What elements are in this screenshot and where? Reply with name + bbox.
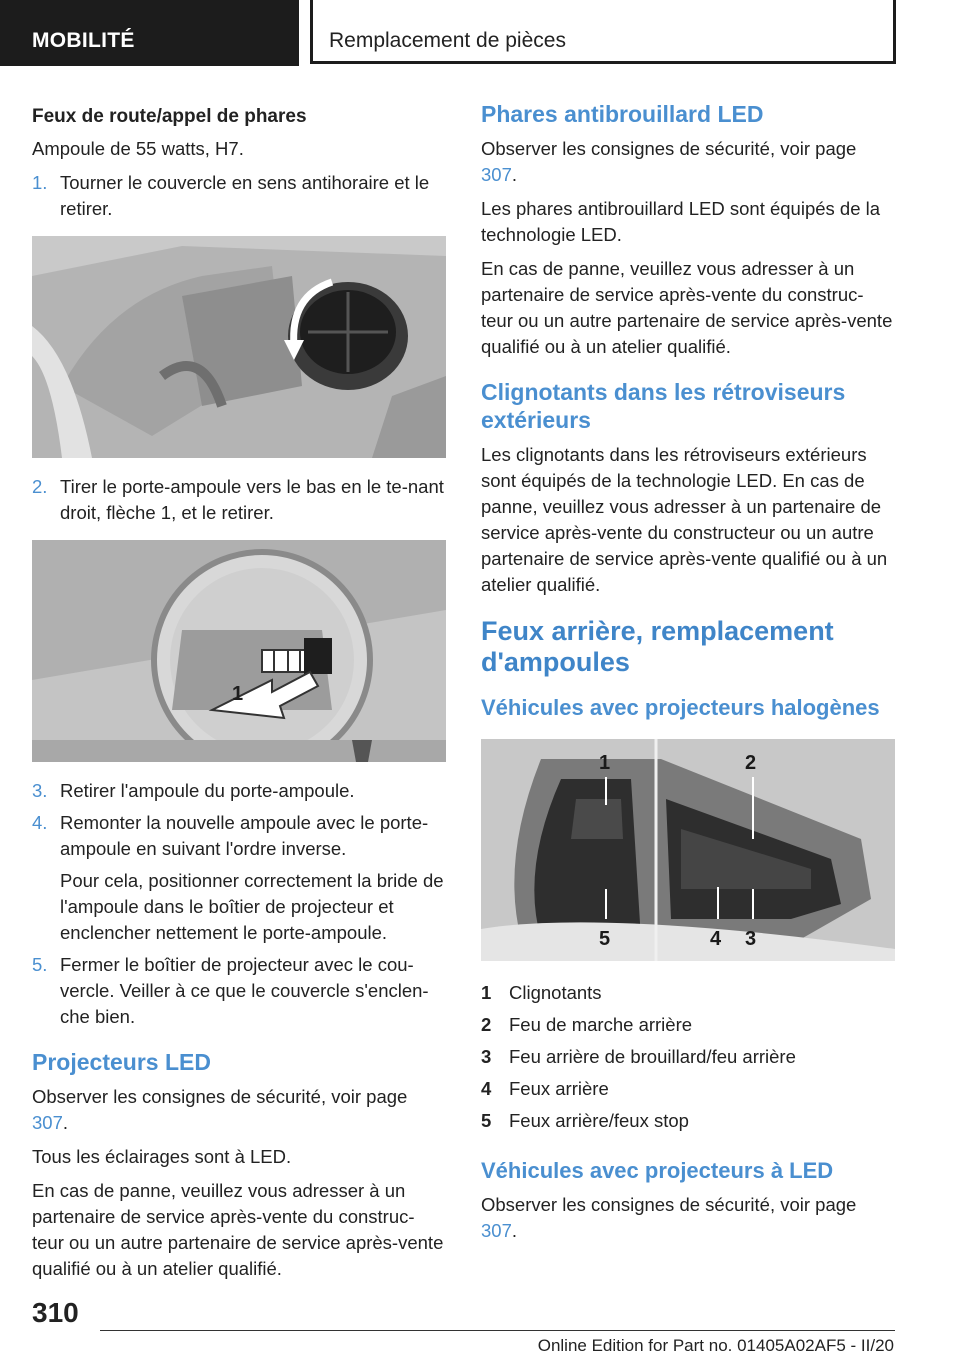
step-1: [32, 170, 446, 222]
legend-item: 1 Clignotants: [481, 982, 602, 1003]
tail-label-1: 1: [599, 752, 611, 774]
step-number: 4.: [32, 812, 48, 833]
legend-item: 3 Feu arrière de brouillard/feu arrière: [481, 1046, 796, 1067]
heading-rear-lights: Feux arrière, remplacement d'ampoules: [481, 616, 834, 677]
page-link[interactable]: 307: [32, 1112, 63, 1133]
figure-bulb-holder: [32, 540, 446, 762]
page-link[interactable]: 307: [481, 164, 512, 185]
arrow-label: 1: [232, 683, 244, 705]
step-number: 3.: [32, 780, 48, 801]
fog-safety-ref: Observer les consignes de sécurité, voir page 307.: [481, 138, 857, 185]
step-text: Retirer l'ampoule du porte-ampoule.: [60, 780, 355, 801]
led-vehicles-safety-ref: Observer les consignes de sécurité, voir page 307.: [481, 1194, 857, 1241]
fog-paragraph-2: En cas de panne, veuillez vous adresser à un partenaire de service après-vente du construc-teur ou un autre partenaire de service après-vente qualifié ou à un atelier qualifié.: [481, 258, 893, 357]
legend-item: 2 Feu de marche arrière: [481, 1014, 693, 1035]
footer-divider: [100, 1330, 895, 1331]
step-number: 2.: [32, 476, 48, 497]
tail-label-2: 2: [745, 752, 757, 774]
page-link[interactable]: 307: [481, 1220, 512, 1241]
heading-led-vehicles: Véhicules avec projecteurs à LED: [481, 1158, 834, 1183]
fog-paragraph-1: Les phares antibrouillard LED sont équipés de la technologie LED.: [481, 198, 881, 245]
chapter-title: Remplacement de pièces: [310, 0, 896, 64]
step-text: Fermer le boîtier de projecteur avec le cou-vercle. Veiller à ce que le couvercle s'enclen-che bien.: [60, 954, 429, 1027]
heading-halogen-vehicles: Véhicules avec projecteurs halogènes: [481, 695, 880, 720]
subheading-high-beam: Feux de route/appel de phares: [32, 106, 307, 127]
bulb-spec: Ampoule de 55 watts, H7.: [32, 138, 244, 159]
right-column: [481, 100, 895, 1252]
legend-item: 4 Feux arrière: [481, 1078, 609, 1099]
section-tab: MOBILITÉ: [0, 0, 299, 66]
heading-mirror-indicators: Clignotants dans les rétroviseurs extérieurs: [481, 379, 846, 433]
tail-label-4: 4: [710, 928, 722, 950]
step-text: Remonter la nouvelle ampoule avec le porte-ampoule en suivant l'ordre inverse.: [60, 812, 429, 859]
step-3: [32, 778, 446, 804]
step-number: 5.: [32, 954, 48, 975]
step-5: [32, 952, 446, 1030]
step-number: 1.: [32, 172, 48, 193]
led-paragraph-1: Tous les éclairages sont à LED.: [32, 1146, 292, 1167]
tail-label-5: 5: [599, 928, 611, 950]
mirror-paragraph: Les clignotants dans les rétroviseurs extérieurs sont équipés de la technologie LED. En cas de panne, veuillez vous adresser à un partenaire de service après-vente du constructeur ou un autre partenaire de service après-vente qualifié ou à un atelier qualifié.: [481, 444, 888, 595]
step-2: [32, 474, 446, 526]
figure-headlight-cover: [32, 236, 446, 458]
step-text: Tourner le couvercle en sens antihoraire et le retirer.: [60, 172, 430, 219]
step-4: [32, 810, 446, 862]
heading-fog-lights: Phares antibrouillard LED: [481, 101, 764, 127]
tail-light-legend: [481, 977, 895, 1137]
legend-item: 5 Feux arrière/feux stop: [481, 1110, 689, 1131]
step-4-note: Pour cela, positionner correctement la bride de l'ampoule dans le boîtier de projecteur et enclencher nettement le porte-ampoule.: [60, 870, 444, 943]
step-text: Tirer le porte-ampoule vers le bas en le te-nant droit, flèche 1, et le retirer.: [60, 476, 444, 523]
figure-tail-light: [481, 739, 895, 961]
led-paragraph-2: En cas de panne, veuillez vous adresser à un partenaire de service après-vente du construc-teur ou un autre partenaire de service après-vente qualifié ou à un atelier qualifié.: [32, 1180, 444, 1279]
heading-led-headlights: Projecteurs LED: [32, 1049, 211, 1075]
led-safety-ref: Observer les consignes de sécurité, voir page 307.: [32, 1086, 408, 1133]
page-number: 310: [32, 1297, 79, 1328]
edition-footer: Online Edition for Part no. 01405A02AF5 - II/20: [537, 1336, 894, 1355]
tail-label-3: 3: [745, 928, 757, 950]
left-column: [32, 100, 446, 1290]
